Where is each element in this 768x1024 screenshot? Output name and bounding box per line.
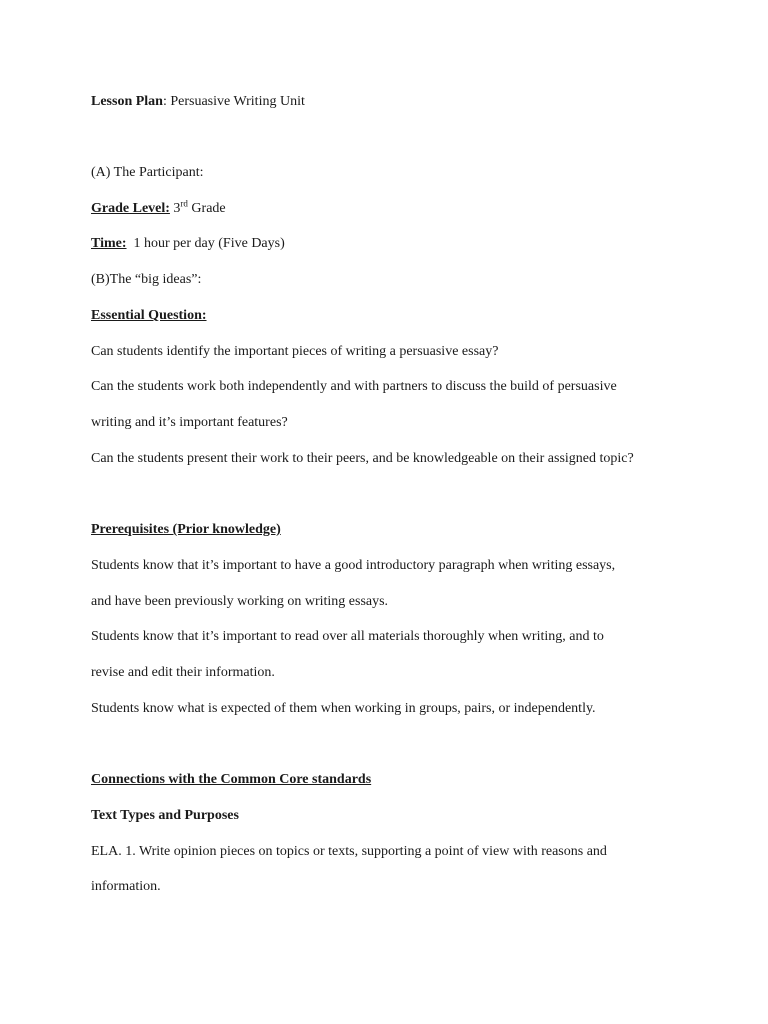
essential-question-line: writing and it’s important features?: [91, 415, 288, 430]
lesson-plan-subject: : Persuasive Writing Unit: [162, 94, 305, 109]
grade-level-line: [91, 200, 226, 218]
prerequisite-line: Students know that it’s important to read over all materials thoroughly when writing, and to: [91, 629, 604, 644]
essential-question-line: Can students identify the important pieces of writing a persuasive essay?: [91, 344, 499, 359]
essential-question-line: Can the students present their work to their peers, and be knowledgeable on their assigned topic?: [91, 451, 634, 466]
text-types-heading: Text Types and Purposes: [91, 808, 239, 823]
time-value: 1 hour per day (Five Days): [133, 236, 285, 251]
prerequisite-line: Students know what is expected of them when working in groups, pairs, or independently.: [91, 701, 596, 716]
grade-level-word: Grade: [191, 201, 226, 216]
common-core-heading: Connections with the Common Core standards: [91, 772, 372, 787]
big-ideas-heading: (B)The “big ideas”:: [91, 272, 202, 287]
prerequisite-line: Students know that it’s important to have a good introductory paragraph when writing essays,: [91, 558, 616, 573]
time-label: Time:: [91, 236, 127, 251]
prerequisites-heading: Prerequisites (Prior knowledge): [91, 522, 281, 537]
prerequisite-line: and have been previously working on writing essays.: [91, 594, 389, 609]
grade-level-label: Grade Level:: [91, 201, 170, 216]
lesson-plan-label: Lesson Plan: [91, 94, 163, 109]
participant-heading: (A) The Participant:: [91, 165, 204, 180]
grade-level-suffix: rd: [180, 198, 188, 209]
grade-level-number: 3: [173, 201, 181, 216]
essential-question-heading: Essential Question:: [91, 308, 207, 323]
standard-line: information.: [91, 879, 161, 894]
essential-question-line: Can the students work both independently and with partners to discuss the build of persuasive: [91, 379, 617, 394]
time-line: [91, 235, 285, 253]
standard-line: ELA. 1. Write opinion pieces on topics or texts, supporting a point of view with reasons and: [91, 844, 607, 859]
prerequisite-line: revise and edit their information.: [91, 665, 275, 680]
lesson-plan-title: [91, 93, 305, 111]
